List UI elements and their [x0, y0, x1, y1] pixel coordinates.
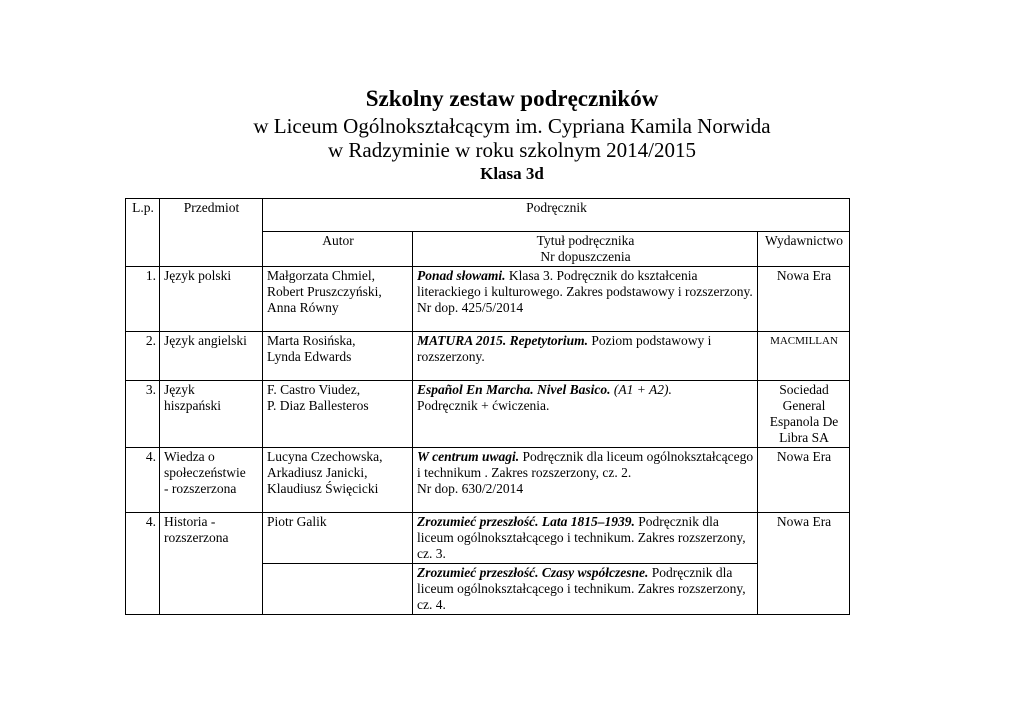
header-title — [413, 232, 758, 267]
row-subject — [160, 448, 263, 513]
table-row — [126, 332, 850, 381]
table-row — [126, 267, 850, 332]
author-line: Klaudiusz Święcicki — [267, 481, 379, 496]
row-title — [413, 564, 758, 615]
author-line: Arkadiusz Janicki, — [267, 465, 368, 480]
header-textbook: Podręcznik — [263, 199, 850, 232]
document-header — [0, 84, 1024, 186]
author-line: Lynda Edwards — [267, 349, 352, 364]
row-lp: 1. — [126, 267, 160, 332]
publisher-line: Nowa Era — [776, 268, 832, 283]
row-subject — [160, 267, 263, 332]
row-publisher — [758, 513, 850, 615]
row-authors — [263, 381, 413, 448]
row-title — [413, 332, 758, 381]
school-year: w Radzyminie w roku szkolnym 2014/2015 — [327, 138, 697, 162]
subject-line: Język angielski — [164, 333, 247, 348]
approval-number: Nr dop. 425/5/2014 — [417, 300, 524, 315]
document-title: Szkolny zestaw podręczników — [365, 86, 659, 111]
subject-line: hiszpański — [164, 398, 221, 413]
title-italic: (A1 + A2). — [610, 382, 672, 397]
author-line: Lucyna Czechowska, — [267, 449, 383, 464]
author-line: F. Castro Viudez, — [267, 382, 361, 397]
subject-line: Historia - — [164, 514, 216, 529]
title-rest: Podręcznik dla liceum ogólnokształcącego i technikum . Zakres rozszerzony, cz. 2. — [417, 449, 754, 480]
publisher-line: Nowa Era — [776, 514, 832, 529]
row-authors — [263, 332, 413, 381]
header-publisher: Wydawnictwo — [758, 232, 850, 267]
subject-line: społeczeństwie — [164, 465, 246, 480]
header-subject: Przedmiot — [160, 199, 263, 267]
title-rest: Podręcznik dla liceum ogólnokształcącego i technikum. Zakres rozszerzony, cz. 4. — [417, 565, 746, 612]
title-rest: Poziom podstawowy i rozszerzony. — [417, 333, 712, 364]
row-lp: 4. — [126, 448, 160, 513]
row-title — [413, 448, 758, 513]
row-title — [413, 381, 758, 448]
author-line: Piotr Galik — [267, 514, 327, 529]
table-row — [126, 513, 850, 564]
row-publisher — [758, 267, 850, 332]
row-lp: 2. — [126, 332, 160, 381]
publisher-line: Espanola De — [769, 414, 839, 429]
subject-line: Język polski — [164, 268, 232, 283]
table-row — [126, 381, 850, 448]
title-bold: W centrum uwagi. — [417, 449, 520, 464]
title-rest: Podręcznik dla liceum ogólnokształcącego i technikum. Zakres rozszerzony, cz. 3. — [417, 514, 746, 561]
subject-line: Język — [164, 382, 195, 397]
title-bold: Zrozumieć przeszłość. Lata 1815–1939. — [417, 514, 635, 529]
publisher-line: MACMILLAN — [770, 335, 838, 347]
subject-line: - rozszerzona — [164, 481, 237, 496]
header-title-label: Tytuł podręcznika — [536, 233, 635, 248]
row-authors-empty — [263, 564, 413, 615]
row-authors — [263, 513, 413, 564]
author-line: Małgorzata Chmiel, — [267, 268, 375, 283]
author-line: P. Diaz Ballesteros — [267, 398, 369, 413]
row-authors — [263, 448, 413, 513]
title-rest: Podręcznik + ćwiczenia. — [417, 398, 550, 413]
publisher-line: Libra SA — [779, 430, 829, 445]
author-line: Marta Rosińska, — [267, 333, 356, 348]
row-subject — [160, 513, 263, 615]
header-row — [126, 199, 850, 232]
title-bold: MATURA 2015. Repetytorium. — [417, 333, 589, 348]
author-line: Anna Równy — [267, 300, 339, 315]
approval-number: Nr dop. 630/2/2014 — [417, 481, 524, 496]
table-row — [126, 448, 850, 513]
title-bold: Zrozumieć przeszłość. Czasy współczesne. — [417, 565, 649, 580]
title-bold: Español En Marcha. Nivel Basico. — [417, 382, 611, 397]
publisher-line: Nowa Era — [776, 449, 832, 464]
publisher-line: General — [782, 398, 826, 413]
header-approval-label: Nr dopuszczenia — [540, 249, 631, 264]
title-rest: Klasa 3. Podręcznik do kształcenia literackiego i kulturowego. Zakres podstawowy i rozszerzony. — [417, 268, 753, 299]
row-title — [413, 267, 758, 332]
row-publisher — [758, 332, 850, 381]
subject-line: rozszerzona — [164, 530, 229, 545]
header-lp: L.p. — [126, 199, 160, 267]
row-publisher — [758, 381, 850, 448]
title-bold: Ponad słowami. — [417, 268, 506, 283]
publisher-line: Sociedad — [779, 382, 829, 397]
textbook-table — [125, 198, 850, 615]
subject-line: Wiedza o — [164, 449, 215, 464]
row-title — [413, 513, 758, 564]
row-subject — [160, 381, 263, 448]
header-author: Autor — [263, 232, 413, 267]
school-name: w Liceum Ogólnokształcącym im. Cypriana Kamila Norwida — [253, 114, 771, 138]
row-subject — [160, 332, 263, 381]
row-authors — [263, 267, 413, 332]
class-label: Klasa 3d — [480, 164, 544, 183]
author-line: Robert Pruszczyński, — [267, 284, 382, 299]
row-lp: 4. — [126, 513, 160, 615]
row-lp: 3. — [126, 381, 160, 448]
row-publisher — [758, 448, 850, 513]
